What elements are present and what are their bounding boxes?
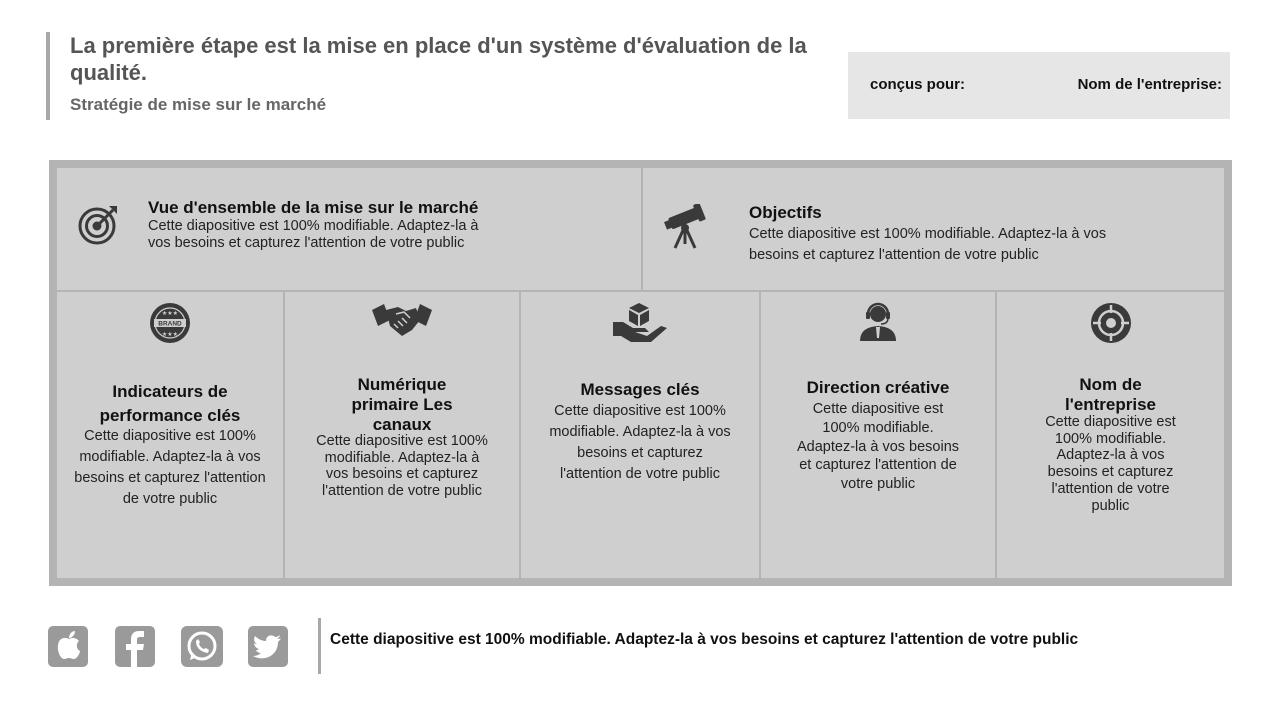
crosshair-icon <box>1090 302 1132 344</box>
card-creative-direction <box>761 292 995 578</box>
card-company-name-title: Nom de l'entreprise <box>1065 375 1156 414</box>
facebook-icon[interactable] <box>115 626 155 667</box>
card-key-messages <box>521 292 759 578</box>
card-objectives <box>643 168 1224 290</box>
headset-person-icon <box>857 300 899 342</box>
card-overview <box>57 168 641 290</box>
telescope-icon <box>663 204 707 250</box>
company-name-label: Nom de l'entreprise: <box>1077 76 1222 93</box>
card-objectives-title: Objectifs <box>749 203 822 222</box>
card-overview-text: Cette diapositive est 100% modifiable. Adaptez-la à vos besoins et capturez l'attention de votre public <box>148 218 479 251</box>
card-key-messages-title: Messages clés <box>580 380 700 399</box>
hand-box-icon <box>611 300 669 344</box>
brand-badge-label: BRAND <box>158 320 182 328</box>
card-digital-channels <box>285 292 519 578</box>
twitter-icon[interactable] <box>248 626 288 667</box>
footer-text: Cette diapositive est 100% modifiable. Adaptez-la à vos besoins et capturez l'attention de votre public <box>330 631 1079 648</box>
card-creative-direction-text: Cette diapositive est 100% modifiable. Adaptez-la à vos besoins et capturez l'attention de votre public <box>797 401 960 493</box>
card-digital-channels-text: Cette diapositive est 100% modifiable. Adaptez-la à vos besoins et capturez l'attention de votre public <box>316 433 488 500</box>
svg-text:★★★: ★★★ <box>161 331 179 338</box>
handshake-icon <box>372 302 432 340</box>
content-panel <box>49 160 1232 586</box>
designed-for-box <box>848 52 1230 119</box>
target-icon <box>77 204 119 246</box>
card-kpi <box>57 292 283 578</box>
svg-text:★★★: ★★★ <box>161 310 179 317</box>
brand-badge-icon <box>149 302 191 344</box>
footer-accent-bar <box>318 618 321 674</box>
designed-for-label: conçus pour: <box>870 76 966 93</box>
card-creative-direction-title: Direction créative <box>806 378 950 397</box>
card-overview-title: Vue d'ensemble de la mise sur le marché <box>148 198 479 217</box>
card-objectives-text: Cette diapositive est 100% modifiable. Adaptez-la à vos besoins et capturez l'attention de votre public <box>749 226 1107 263</box>
card-key-messages-text: Cette diapositive est 100% modifiable. Adaptez-la à vos besoins et capturez l'attention de votre public <box>549 403 731 482</box>
page-subtitle: Stratégie de mise sur le marché <box>70 95 327 114</box>
header-accent-bar <box>46 32 50 120</box>
card-kpi-title: Indicateurs de performance clés <box>99 382 241 425</box>
page-title: La première étape est la mise en place d'un système d'évaluation de la qualité. <box>70 33 807 85</box>
whatsapp-icon[interactable] <box>181 626 223 667</box>
card-digital-channels-title: Numérique primaire Les canaux <box>351 375 453 434</box>
card-kpi-text: Cette diapositive est 100% modifiable. Adaptez-la à vos besoins et capturez l'attention de votre public <box>74 428 266 507</box>
apple-icon[interactable] <box>48 626 88 667</box>
card-company-name-text: Cette diapositive est 100% modifiable. Adaptez-la à vos besoins et capturez l'attention de votre public <box>1045 414 1176 514</box>
card-company-name <box>997 292 1224 578</box>
